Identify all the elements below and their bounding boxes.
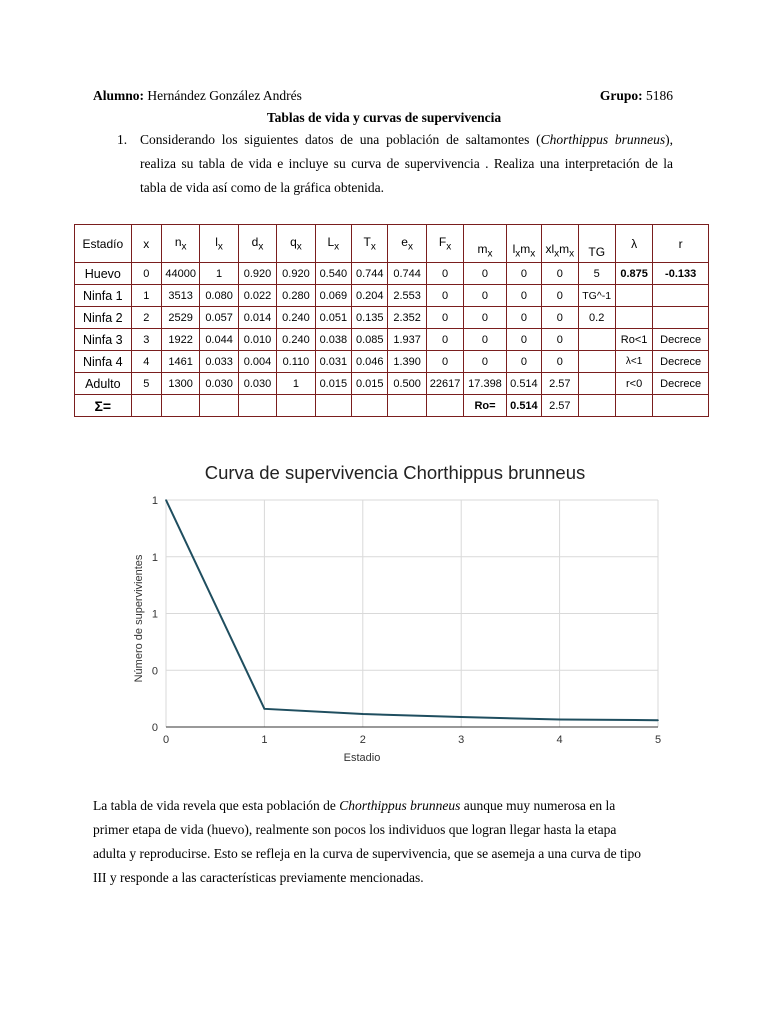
header-lambda: λ bbox=[615, 225, 652, 263]
paragraph-line-4: III y responde a las características previamente mencionadas. bbox=[93, 870, 424, 885]
table-cell: 0.010 bbox=[238, 329, 276, 351]
table-cell: 0.015 bbox=[315, 373, 351, 395]
table-cell: 1.937 bbox=[388, 329, 426, 351]
table-cell: 0.2 bbox=[578, 307, 615, 329]
table-cell: 0.044 bbox=[200, 329, 238, 351]
table-cell: 0.514 bbox=[506, 373, 541, 395]
table-cell: 22617 bbox=[426, 373, 463, 395]
x-tick-label: 3 bbox=[458, 734, 465, 746]
table-cell: 0 bbox=[464, 329, 506, 351]
sum-cell bbox=[615, 395, 652, 417]
sum-row bbox=[75, 395, 709, 417]
y-tick-label: 0 bbox=[151, 722, 158, 734]
table-cell: 3513 bbox=[161, 285, 199, 307]
table-cell: -0.133 bbox=[653, 263, 709, 285]
table-cell: 0.030 bbox=[238, 373, 276, 395]
table-cell: 0.031 bbox=[315, 351, 351, 373]
table-cell: 0.204 bbox=[352, 285, 388, 307]
header-Tx: $T_x$ bbox=[352, 225, 388, 263]
table-cell: 0.110 bbox=[277, 351, 315, 373]
table-cell: 1461 bbox=[161, 351, 199, 373]
table-row bbox=[75, 351, 709, 373]
stage-cell: Ninfa 4 bbox=[75, 351, 132, 373]
table-row bbox=[75, 285, 709, 307]
chart-title: Curva de supervivencia Chorthippus brunneus bbox=[204, 462, 586, 483]
header-nx: $n_x$ bbox=[161, 225, 199, 263]
table-cell: 0.875 bbox=[615, 263, 652, 285]
header-tg: TG bbox=[578, 225, 615, 263]
question-line-2: realiza su tabla de vida e incluye su curva de supervivencia . Realiza una interpretación de la bbox=[140, 156, 673, 171]
survival-chart bbox=[115, 455, 675, 775]
table-cell: 0 bbox=[464, 307, 506, 329]
question-species: Chorthippus brunneus bbox=[540, 132, 666, 147]
data-point bbox=[264, 708, 266, 710]
y-tick-label: 0 bbox=[151, 665, 158, 678]
table-row bbox=[75, 373, 709, 395]
header-x: x bbox=[131, 225, 161, 263]
sum-cell bbox=[277, 395, 315, 417]
table-cell: TG^-1 bbox=[578, 285, 615, 307]
table-cell bbox=[578, 351, 615, 373]
student-name: Hernández González Andrés bbox=[147, 88, 302, 103]
table-row bbox=[75, 329, 709, 351]
table-cell: 0 bbox=[464, 263, 506, 285]
table-cell: 2.352 bbox=[388, 307, 426, 329]
table-cell: 1.390 bbox=[388, 351, 426, 373]
table-cell: Ro<1 bbox=[615, 329, 652, 351]
paragraph-line-1: La tabla de vida revela que esta población de Chorthippus brunneus aunque muy numerosa en la bbox=[93, 798, 616, 813]
table-cell: 2.553 bbox=[388, 285, 426, 307]
table-cell: 0.014 bbox=[238, 307, 276, 329]
sum-cell bbox=[426, 395, 463, 417]
table-cell: Decrece bbox=[653, 351, 709, 373]
table-cell: 1 bbox=[277, 373, 315, 395]
paragraph-line-2: primer etapa de vida (huevo), realmente son pocos los individuos que logran llegar hasta la etapa bbox=[93, 822, 617, 837]
group-info bbox=[600, 88, 673, 104]
sum-cell bbox=[315, 395, 351, 417]
table-cell: 0 bbox=[426, 329, 463, 351]
table-cell bbox=[615, 307, 652, 329]
table-cell: 2529 bbox=[161, 307, 199, 329]
sum-label: Σ= bbox=[75, 395, 132, 417]
sum-cell bbox=[131, 395, 161, 417]
table-cell: 0 bbox=[131, 263, 161, 285]
student-info bbox=[93, 88, 302, 104]
header-ex: $e_x$ bbox=[388, 225, 426, 263]
table-cell: 0 bbox=[464, 351, 506, 373]
header-r: r bbox=[653, 225, 709, 263]
table-cell: 0 bbox=[426, 263, 463, 285]
table-cell: 0.080 bbox=[200, 285, 238, 307]
sum-cell bbox=[238, 395, 276, 417]
table-cell: 0.030 bbox=[200, 373, 238, 395]
table-cell: 0 bbox=[426, 285, 463, 307]
table-cell bbox=[578, 373, 615, 395]
header-Lx: $L_x$ bbox=[315, 225, 351, 263]
table-cell: 0.069 bbox=[315, 285, 351, 307]
sum-cell bbox=[388, 395, 426, 417]
x-tick-label: 0 bbox=[162, 734, 170, 746]
table-cell: 0 bbox=[542, 263, 578, 285]
table-cell: 0.085 bbox=[352, 329, 388, 351]
header-mx: $m_x$ bbox=[464, 225, 506, 263]
x-tick-label: 4 bbox=[556, 734, 563, 746]
table-row bbox=[75, 307, 709, 329]
header-Fx: $F_x$ bbox=[426, 225, 463, 263]
table-header-row bbox=[75, 225, 709, 263]
ro-value: 0.514 bbox=[506, 395, 541, 417]
data-point bbox=[559, 719, 561, 721]
table-cell: 0 bbox=[506, 263, 541, 285]
group-label: Grupo: bbox=[599, 88, 643, 103]
data-point bbox=[657, 719, 659, 721]
header-row bbox=[93, 88, 673, 106]
table-cell: 5 bbox=[131, 373, 161, 395]
document-title: Tablas de vida y curvas de supervivencia bbox=[266, 110, 502, 125]
student-label: Alumno: bbox=[93, 88, 145, 103]
table-cell: 0.744 bbox=[388, 263, 426, 285]
table-cell: 0 bbox=[542, 351, 578, 373]
table-cell: 0.135 bbox=[352, 307, 388, 329]
table-cell bbox=[653, 307, 709, 329]
stage-cell: Ninfa 3 bbox=[75, 329, 132, 351]
header-qx: $q_x$ bbox=[277, 225, 315, 263]
table-cell: 0.240 bbox=[277, 329, 315, 351]
table-cell: 0 bbox=[426, 307, 463, 329]
table-cell: 0.920 bbox=[238, 263, 276, 285]
table-cell: 0.057 bbox=[200, 307, 238, 329]
table-cell bbox=[653, 285, 709, 307]
table-cell: 44000 bbox=[161, 263, 199, 285]
table-cell: 0.038 bbox=[315, 329, 351, 351]
table-cell: r<0 bbox=[615, 373, 652, 395]
table-cell: 0.280 bbox=[277, 285, 315, 307]
table-cell: 0.920 bbox=[277, 263, 315, 285]
table-cell: 0.051 bbox=[315, 307, 351, 329]
table-cell: 0 bbox=[506, 329, 541, 351]
table-cell: 0.744 bbox=[352, 263, 388, 285]
table-cell: 2.57 bbox=[542, 373, 578, 395]
table-cell: 5 bbox=[578, 263, 615, 285]
table-cell: λ<1 bbox=[615, 351, 652, 373]
header-stage: Estadío bbox=[75, 225, 132, 263]
table-cell: 0 bbox=[542, 329, 578, 351]
group-value: 5186 bbox=[646, 88, 673, 103]
question-line-1-text: Considerando los siguientes datos de una población de saltamontes ( bbox=[140, 132, 541, 147]
table-cell: 1 bbox=[131, 285, 161, 307]
sum-cell bbox=[578, 395, 615, 417]
table-cell: 0.004 bbox=[238, 351, 276, 373]
sum-cell bbox=[352, 395, 388, 417]
question-line-1-end: ), bbox=[665, 132, 673, 147]
table-cell: 4 bbox=[131, 351, 161, 373]
stage-cell: Huevo bbox=[75, 263, 132, 285]
table-cell: 3 bbox=[131, 329, 161, 351]
y-tick-label: 1 bbox=[151, 608, 158, 621]
table-cell: Decrece bbox=[653, 329, 709, 351]
paragraph-line-3: adulta y reproducirse. Esto se refleja en la curva de supervivencia, que se asemeja a una curva de tipo bbox=[93, 846, 642, 861]
series-line bbox=[166, 500, 658, 720]
data-point bbox=[362, 713, 364, 715]
table-row bbox=[75, 263, 709, 285]
table-cell: 1922 bbox=[161, 329, 199, 351]
table-cell: 0 bbox=[506, 351, 541, 373]
x-tick-label: 5 bbox=[654, 734, 662, 746]
table-cell: 1300 bbox=[161, 373, 199, 395]
table-cell: 0.240 bbox=[277, 307, 315, 329]
data-point bbox=[165, 499, 167, 501]
table-cell: 2 bbox=[131, 307, 161, 329]
question-line-3: tabla de vida así como de la gráfica obtenida. bbox=[140, 180, 385, 195]
stage-cell: Ninfa 1 bbox=[75, 285, 132, 307]
table-cell: 17.398 bbox=[464, 373, 506, 395]
stage-cell: Ninfa 2 bbox=[75, 307, 132, 329]
sum-cell bbox=[653, 395, 709, 417]
header-lx: $l_x$ bbox=[200, 225, 238, 263]
table-cell: 0 bbox=[506, 285, 541, 307]
header-xlxmx: $xl_xm_x$ bbox=[542, 225, 578, 263]
ro-label: Ro= bbox=[464, 395, 506, 417]
table-cell bbox=[578, 329, 615, 351]
x-tick-label: 2 bbox=[359, 734, 366, 746]
question-number: 1. bbox=[117, 132, 128, 147]
table-cell: Decrece bbox=[653, 373, 709, 395]
y-tick-label: 1 bbox=[151, 551, 158, 564]
table-cell: 0.033 bbox=[200, 351, 238, 373]
x-axis-label: Estadio bbox=[343, 752, 381, 764]
paragraph-species: Chorthippus brunneus bbox=[339, 798, 461, 813]
header-dx: $d_x$ bbox=[238, 225, 276, 263]
y-axis-label: Número de supervivientes bbox=[133, 554, 145, 683]
chart-svg bbox=[115, 455, 675, 775]
question-line-1 bbox=[140, 132, 673, 148]
y-tick-label: 1 bbox=[151, 495, 158, 507]
header-lxmx: $l_xm_x$ bbox=[506, 225, 541, 263]
table-cell: 0 bbox=[542, 285, 578, 307]
table-cell: 0 bbox=[542, 307, 578, 329]
table-cell bbox=[615, 285, 652, 307]
table-cell: 0.015 bbox=[352, 373, 388, 395]
table-cell: 0.022 bbox=[238, 285, 276, 307]
sum-cell bbox=[200, 395, 238, 417]
table-cell: 0 bbox=[426, 351, 463, 373]
x-tick-label: 1 bbox=[261, 734, 268, 746]
stage-cell: Adulto bbox=[75, 373, 132, 395]
table-cell: 0 bbox=[464, 285, 506, 307]
data-point bbox=[460, 716, 462, 718]
table-cell: 0.500 bbox=[388, 373, 426, 395]
table-cell: 0 bbox=[506, 307, 541, 329]
table-cell: 1 bbox=[200, 263, 238, 285]
table-cell: 0.046 bbox=[352, 351, 388, 373]
sum-cell bbox=[161, 395, 199, 417]
xlm-sum: 2.57 bbox=[542, 395, 578, 417]
life-table bbox=[74, 224, 709, 417]
table-cell: 0.540 bbox=[315, 263, 351, 285]
